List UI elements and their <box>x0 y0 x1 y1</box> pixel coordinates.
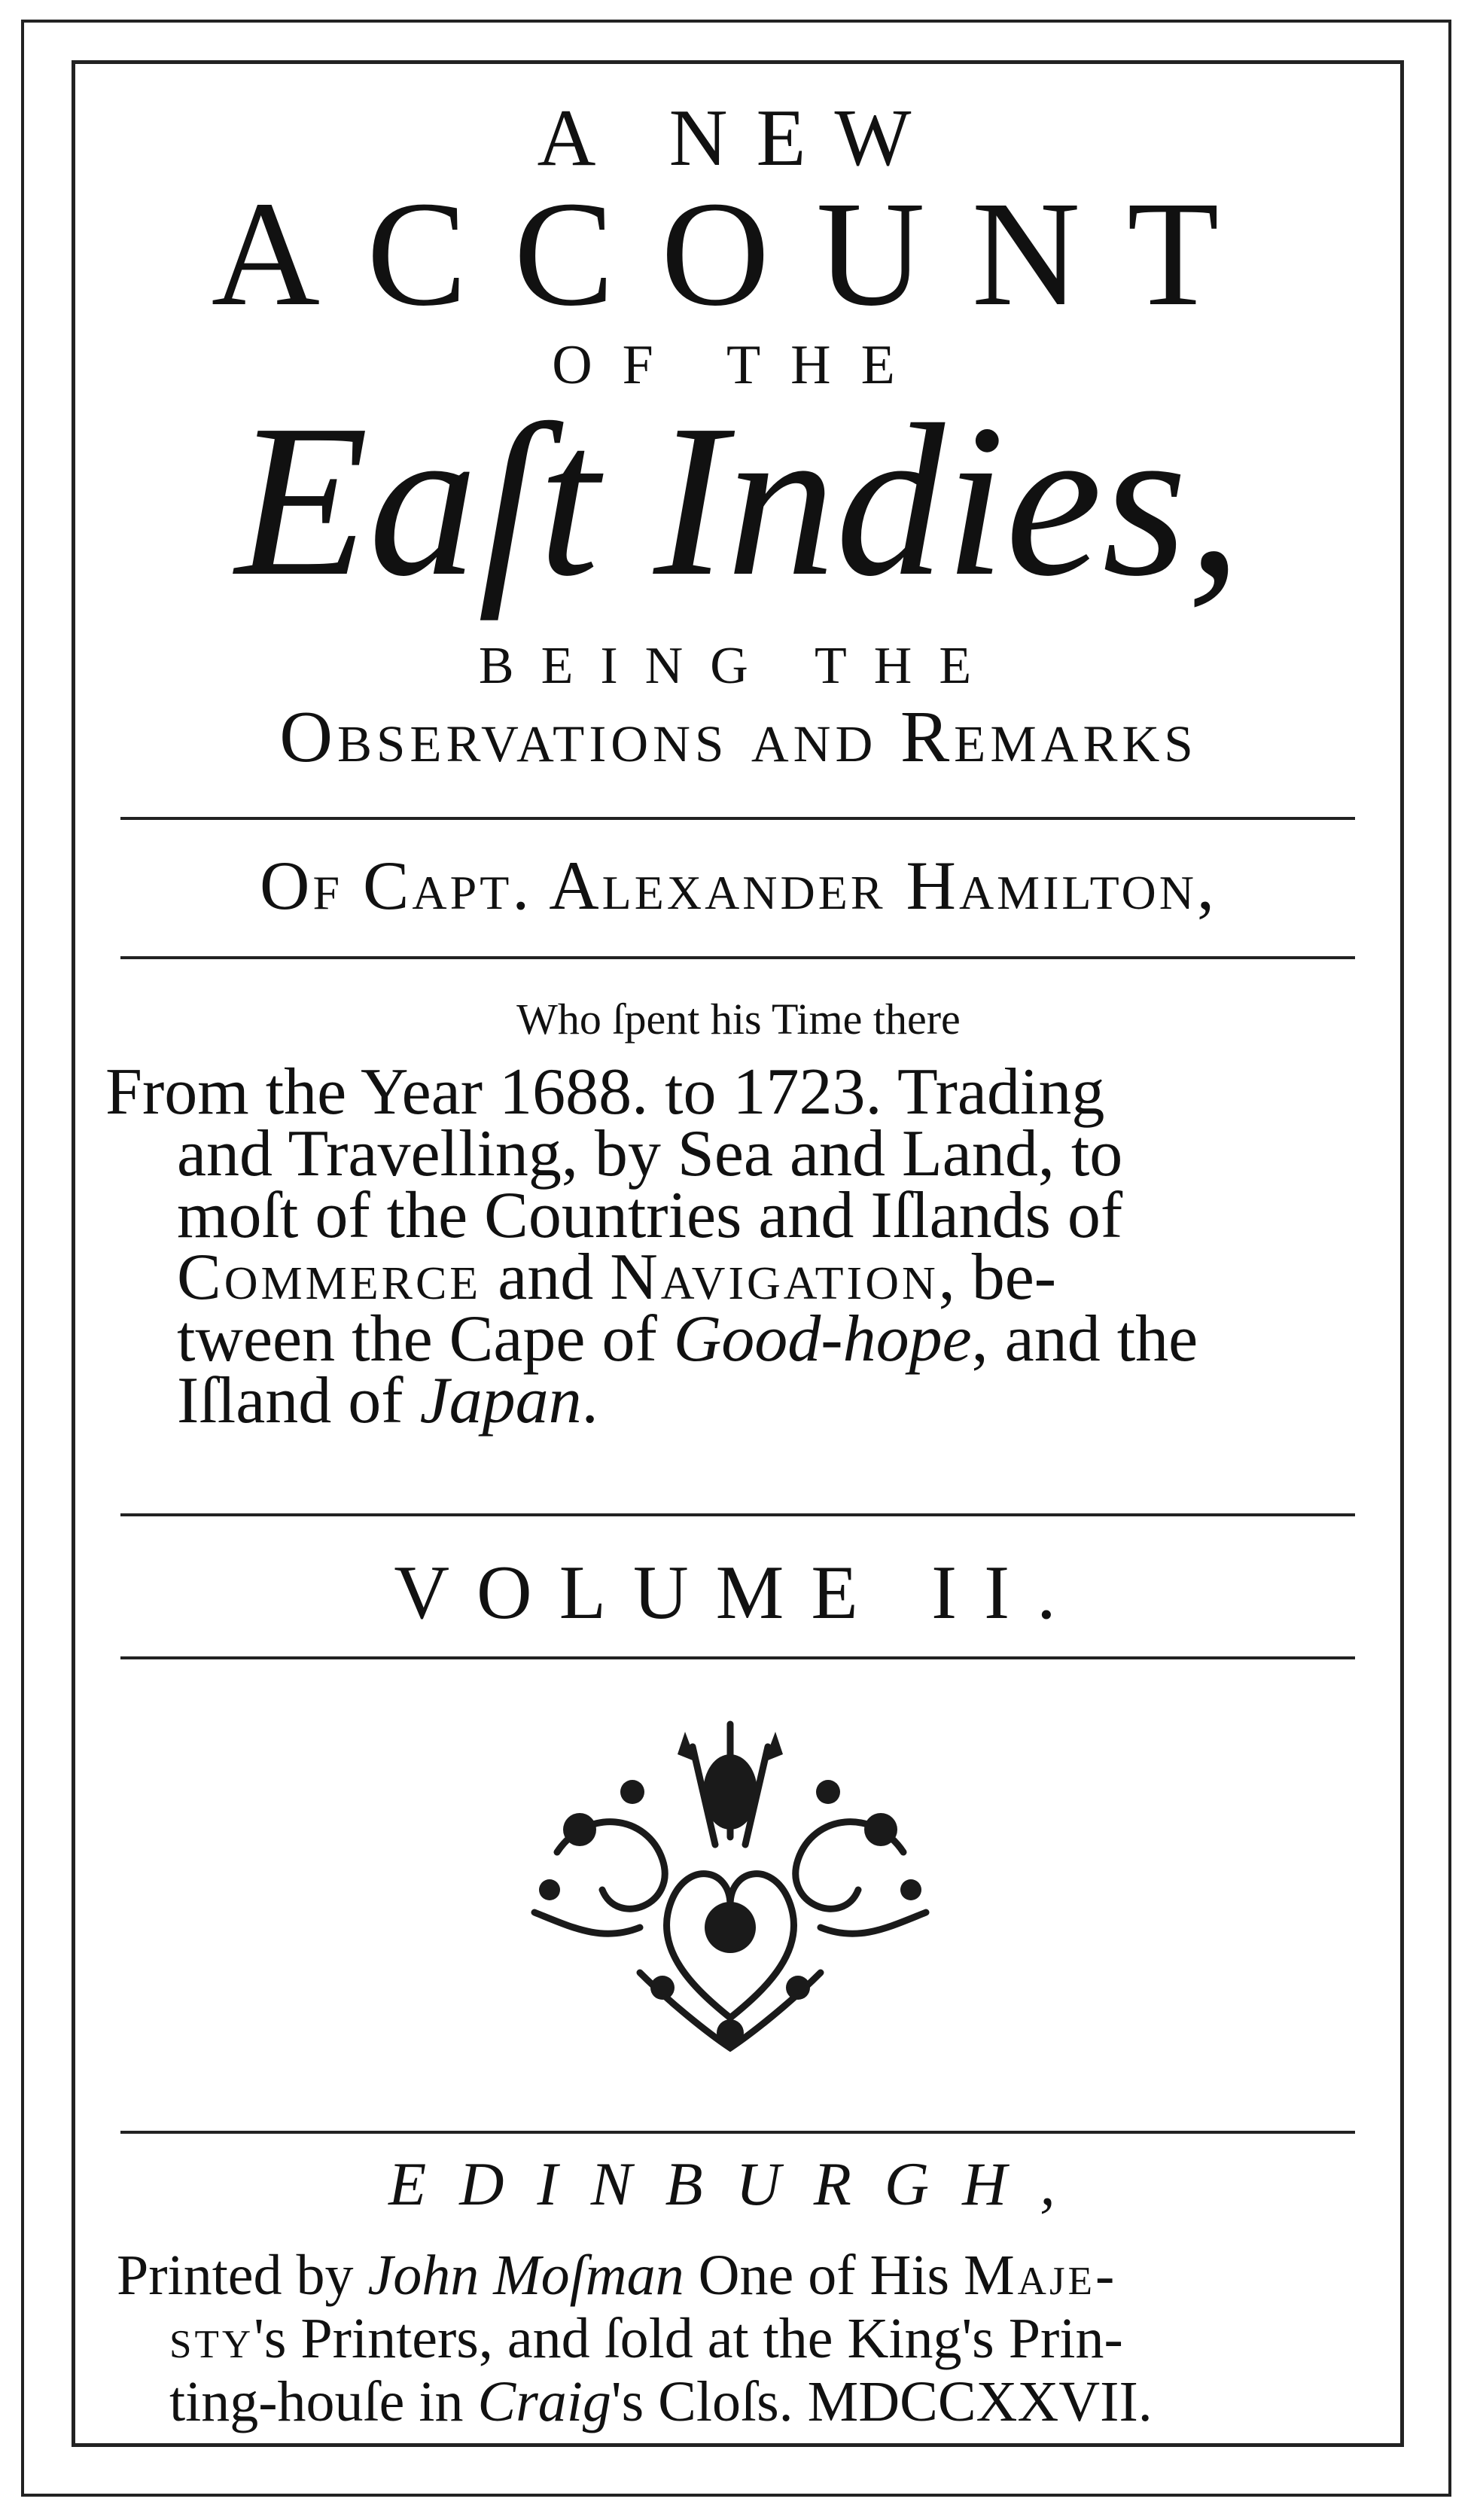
title-of-the: OF THE <box>552 334 925 396</box>
line-end-text: , be- <box>938 1241 1057 1314</box>
imprint-text: One of His <box>684 2244 964 2307</box>
commerce-text: Commerce <box>177 1241 482 1314</box>
title-observations: Observations and Remarks <box>279 696 1198 778</box>
printer-name: John Moſman <box>367 2244 684 2307</box>
imprint-text: 's Printers, and ſold at the King's Prin- <box>254 2307 1123 2370</box>
divider-rule <box>120 2131 1355 2134</box>
author-line: Of Capt. Alexander Hamilton, <box>260 847 1217 924</box>
printers-ornament <box>467 1702 994 2063</box>
title-east-indies: Eaſt Indies, <box>235 379 1242 621</box>
divider-rule <box>120 1513 1355 1516</box>
city-name: EDINBURGH, <box>388 2150 1089 2218</box>
divider-rule <box>120 817 1355 820</box>
description-line: and Travelling, by Sea and Land, to <box>177 1117 1123 1190</box>
description-line <box>105 1241 1370 1314</box>
description-line <box>105 1364 1370 1437</box>
imprint-text: ting-houſe in <box>169 2370 478 2433</box>
imprint-line <box>117 2244 1366 2307</box>
imprint-block <box>117 2244 1366 2433</box>
good-hope-text: Good-hope <box>673 1303 972 1376</box>
divider-rule <box>120 956 1355 959</box>
description-line: moſt of the Countries and Iſlands of <box>177 1179 1123 1252</box>
description-line: From the Year 1688. to 1723. Trading <box>105 1056 1105 1129</box>
imprint-text: 's Cloſs. MDCCXXVII. <box>611 2370 1153 2433</box>
majesty-text: sty <box>169 2307 254 2370</box>
title-being-the: BEING THE <box>478 637 999 695</box>
divider-rule <box>120 1656 1355 1659</box>
volume-label: VOLUME II. <box>394 1550 1083 1635</box>
title-a-new: A NEW <box>537 93 940 183</box>
majesty-text: Maje- <box>964 2244 1118 2307</box>
description-paragraph <box>105 1056 1370 1437</box>
time-spent-line: Who ſpent his Time there <box>516 995 961 1044</box>
and-text: and <box>481 1241 611 1314</box>
japan-text: Japan <box>419 1364 582 1437</box>
navigation-text: Navigation <box>610 1241 939 1314</box>
imprint-text: Printed by <box>117 2244 368 2307</box>
line-start-text: tween the Cape of <box>177 1303 674 1376</box>
line-end-text: , and the <box>971 1303 1198 1376</box>
imprint-line <box>117 2370 1366 2433</box>
close-name: Craig <box>477 2370 611 2433</box>
line-start-text: Iſland of <box>177 1364 420 1437</box>
description-line <box>105 1303 1370 1376</box>
title-account: ACCOUNT <box>211 171 1266 337</box>
imprint-line <box>117 2307 1366 2370</box>
line-end-text: . <box>581 1364 598 1437</box>
